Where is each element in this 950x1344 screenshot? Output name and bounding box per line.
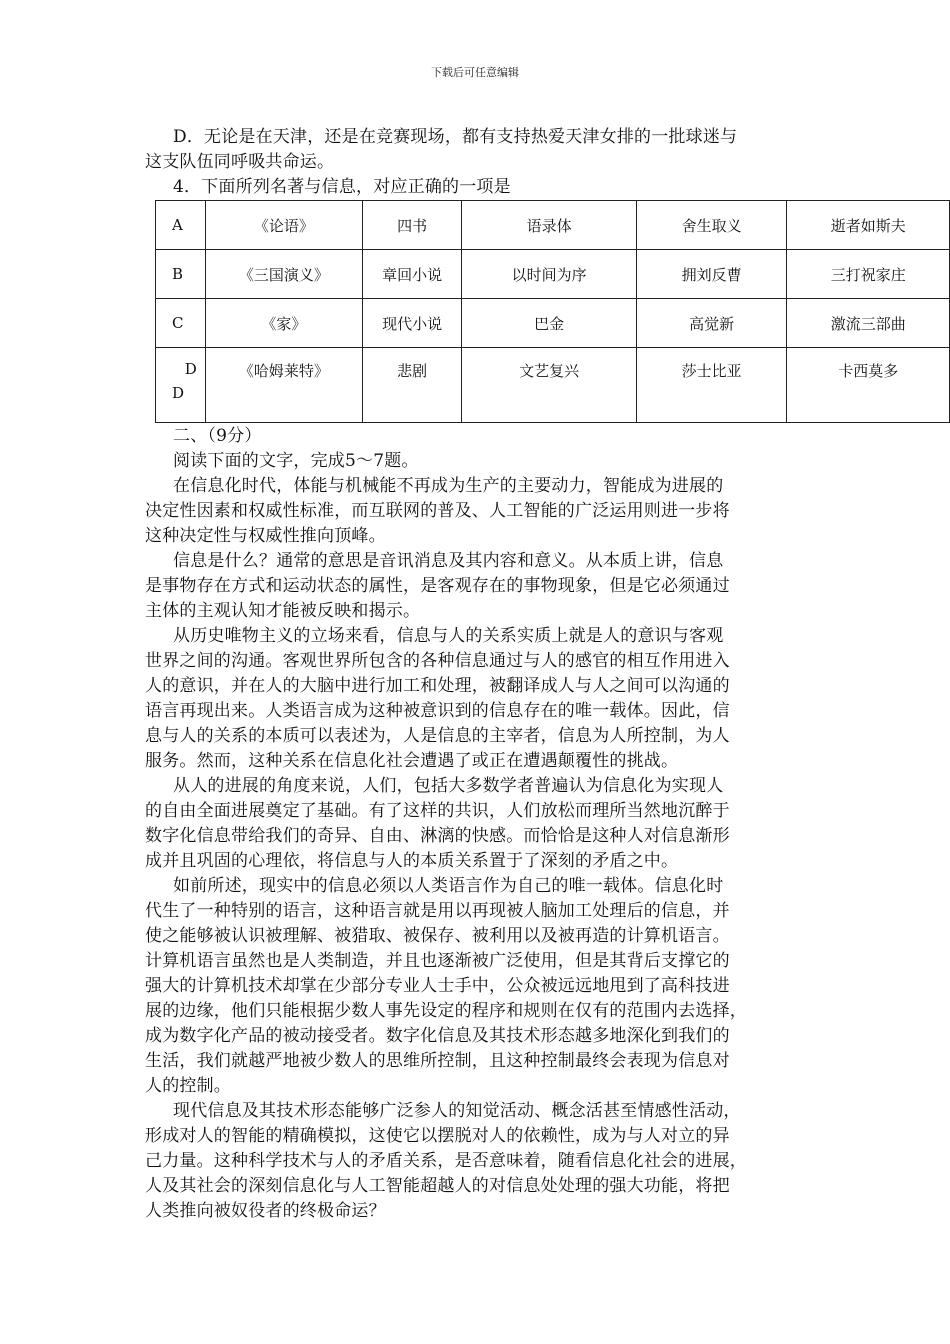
table-cell: 舍生取义 xyxy=(636,201,787,250)
reading-instruction: 阅读下面的文字，完成5～7题。 xyxy=(173,451,419,471)
table-row-b xyxy=(156,250,950,299)
passage-line: 这种决定性与权威性推向顶峰。 xyxy=(145,526,386,546)
table-cell: 《论语》 xyxy=(205,201,362,250)
passage-line: 人的意识，并在人的大脑中进行加工和处理，被翻译成人与人之间可以沟通的 xyxy=(145,676,730,696)
table-cell: 莎士比亚 xyxy=(636,348,787,423)
page-header: 下载后可任意编辑 xyxy=(431,66,519,79)
table-cell: 拥刘反曹 xyxy=(636,250,787,299)
works-table xyxy=(155,200,950,423)
passage-line: 成为数字化产品的被动接受者。数字化信息及其技术形态越多地深化到我们的 xyxy=(145,1026,730,1046)
table-cell: 三打祝家庄 xyxy=(787,250,950,299)
table-cell: 激流三部曲 xyxy=(787,299,950,348)
passage-line: 数字化信息带给我们的奇异、自由、淋漓的快感。而恰恰是这种人对信息渐形 xyxy=(145,826,730,846)
passage-line: 从人的进展的角度来说，人们，包括大多数学者普遍认为信息化为实现人 xyxy=(173,776,724,796)
passage-line: 如前所述，现实中的信息必须以人类语言作为自己的唯一载体。信息化时 xyxy=(173,876,724,896)
table-cell: 章回小说 xyxy=(362,250,462,299)
passage-line: 的自由全面进展奠定了基础。有了这样的共识，人们放松而理所当然地沉醉于 xyxy=(145,801,730,821)
passage-line: 展的边缘，他们只能根据少数人事先设定的程序和规则在仅有的范围内去选择， xyxy=(145,1001,747,1021)
passage-line: 服务。然而，这种关系在信息化社会遭遇了或正在遭遇颠覆性的挑战。 xyxy=(145,751,679,771)
table-cell: 以时间为序 xyxy=(462,250,636,299)
row-label: B xyxy=(156,250,206,299)
option-d-line-2: 这支队伍同呼吸共命运。 xyxy=(145,152,335,172)
passage-line: 现代信息及其技术形态能够广泛参人的知觉活动、概念活甚至情感性活动， xyxy=(173,1101,741,1121)
row-label xyxy=(156,348,206,423)
passage-line: 信息是什么？通常的意思是音讯消息及其内容和意义。从本质上讲，信息 xyxy=(173,551,724,571)
table-cell: 巴金 xyxy=(462,299,636,348)
passage-line: 主体的主观认知才能被反映和揭示。 xyxy=(145,601,421,621)
passage-line: 强大的计算机技术却掌在少部分专业人士手中，公众被远远地甩到了高科技进 xyxy=(145,976,730,996)
passage-line: 在信息化时代，体能与机械能不再成为生产的主要动力，智能成为进展的 xyxy=(173,476,724,496)
row-label-bottom: D xyxy=(172,384,185,402)
passage-line: 人的控制。 xyxy=(145,1076,231,1096)
table-cell: 《家》 xyxy=(205,299,362,348)
passage-line: 世界之间的沟通。客观世界所包含的各种信息通过与人的感官的相互作用进入 xyxy=(145,651,730,671)
passage-line: 成并且巩固的心理依，将信息与人的本质关系置于了深刻的矛盾之中。 xyxy=(145,851,679,871)
row-label: A xyxy=(156,201,206,250)
table-row-a xyxy=(156,201,950,250)
table-cell: 现代小说 xyxy=(362,299,462,348)
passage-line: 息与人的关系的本质可以表述为，人是信息的主宰者，信息为人所控制，为人 xyxy=(145,726,730,746)
passage-line: 计算机语言虽然也是人类制造，并且也逐渐被广泛使用，但是其背后支撑它的 xyxy=(145,951,730,971)
row-label-top: D xyxy=(184,360,197,378)
passage-line: 己力量。这种科学技术与人的矛盾关系，是否意味着，随看信息化社会的进展， xyxy=(145,1151,747,1171)
option-d-line-1: D．无论是在天津，还是在竞赛现场，都有支持热爱天津女排的一批球迷与 xyxy=(173,127,738,147)
table-cell: 语录体 xyxy=(462,201,636,250)
section-heading: 二、（9分） xyxy=(173,426,262,446)
passage-line: 是事物存在方式和运动状态的属性，是客观存在的事物现象，但是它必须通过 xyxy=(145,576,730,596)
passage-line: 决定性因素和权威性标准，而互联网的普及、人工智能的广泛运用则进一步将 xyxy=(145,501,730,521)
table-cell: 高觉新 xyxy=(636,299,787,348)
table-cell: 文艺复兴 xyxy=(462,348,636,423)
passage-line: 人及其社会的深刻信息化与人工智能超越人的对信息处处理的强大功能，将把 xyxy=(145,1176,730,1196)
table-cell: 悲剧 xyxy=(362,348,462,423)
row-label: C xyxy=(156,299,206,348)
question-4: 4．下面所列名著与信息，对应正确的一项是 xyxy=(173,177,511,197)
table-row-c xyxy=(156,299,950,348)
passage-line: 人类推向被奴役者的终极命运？ xyxy=(145,1201,386,1221)
passage-line: 从历史唯物主义的立场来看，信息与人的关系实质上就是人的意识与客观 xyxy=(173,626,724,646)
table-cell: 逝者如斯夫 xyxy=(787,201,950,250)
passage-line: 形成对人的智能的精确模拟，这使它以摆脱对人的依赖性，成为与人对立的异 xyxy=(145,1126,730,1146)
table-cell: 《三国演义》 xyxy=(205,250,362,299)
passage-line: 生活，我们就越严地被少数人的思维所控制，且这种控制最终会表现为信息对 xyxy=(145,1051,730,1071)
table-cell: 四书 xyxy=(362,201,462,250)
passage-line: 语言再现出来。人类语言成为这种被意识到的信息存在的唯一载体。因此，信 xyxy=(145,701,730,721)
table-cell: 《哈姆莱特》 xyxy=(205,348,362,423)
passage-line: 代生了一种特别的语言，这种语言就是用以再现被人脑加工处理后的信息，并 xyxy=(145,901,730,921)
passage-line: 使之能够被认识被理解、被猎取、被保存、被利用以及被再造的计算机语言。 xyxy=(145,926,730,946)
table-cell: 卡西莫多 xyxy=(787,348,950,423)
table-row-d xyxy=(156,348,950,423)
